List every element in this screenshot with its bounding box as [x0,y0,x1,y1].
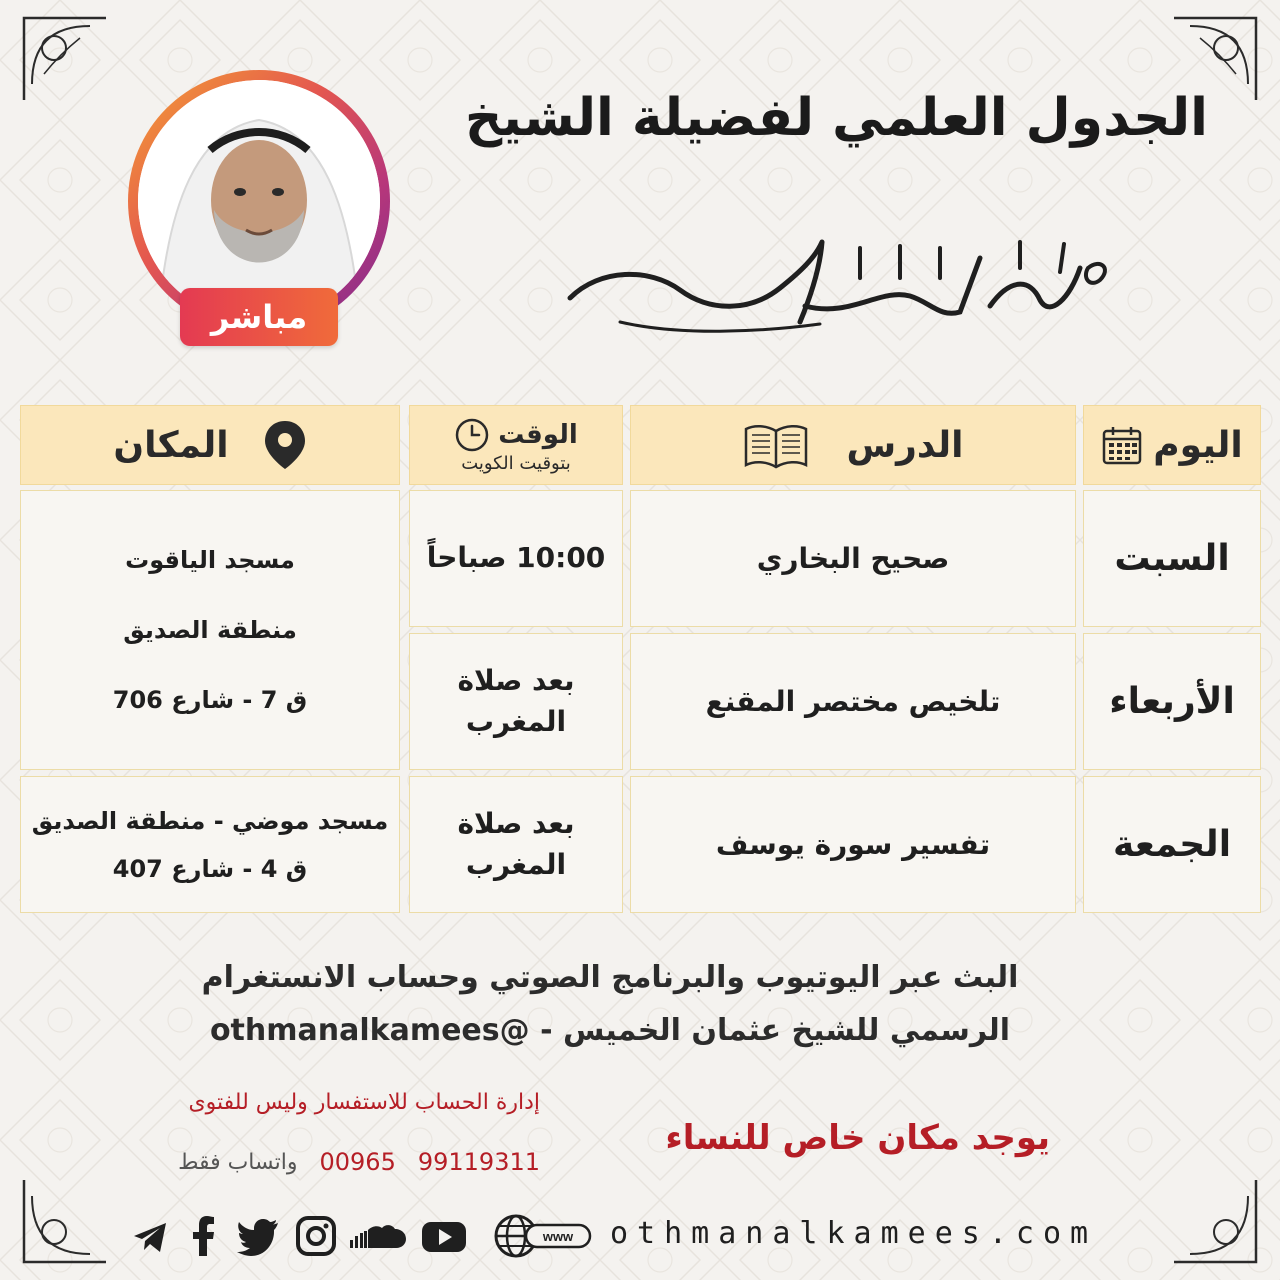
time-label-line1: بعد صلاة [457,663,575,697]
header-day [1083,405,1261,485]
place-cell-1 [20,490,400,770]
broadcast-note [200,952,1020,1057]
day-label: الأربعاء [1109,681,1235,722]
time-label: 10:00 صباحاً [426,541,606,575]
place-mosque: مسجد موضي - منطقة الصديق [31,806,389,835]
portrait-illustration [138,80,380,322]
row2-time [409,633,623,770]
phone-row [140,1145,540,1179]
row3-lesson [630,776,1076,913]
clock-icon [454,417,490,453]
place-mosque: مسجد الياقوت [125,546,295,574]
website-link[interactable]: othmanalkamees.com [610,1216,1098,1251]
management-note: إدارة الحساب للاستفسار وليس للفتوى [188,1090,540,1115]
globe-www-icon[interactable] [492,1212,596,1260]
phone-code[interactable]: 00965 [319,1148,396,1176]
lesson-label: تفسير سورة يوسف [715,828,991,861]
www-label: www [542,1229,574,1244]
open-book-icon [742,421,810,469]
whatsapp-label: واتساب فقط [178,1149,298,1175]
place-cell-2 [20,776,400,913]
place-area: منطقة الصديق [123,616,297,644]
calligraphy-signature [560,228,1120,338]
row2-day [1083,633,1261,770]
corner-ornament-bottom-left [20,1176,110,1266]
calendar-icon [1101,424,1143,466]
corner-ornament-top-left [20,14,110,104]
broadcast-line-1: البث عبر اليوتيوب والبرنامج الصوتي وحساب الانستغرام [201,960,1019,995]
women-note: يوجد مكان خاص للنساء [665,1118,1050,1158]
broadcast-line-2: الرسمي للشيخ عثمان الخميس - @othmanalkamees [209,1012,1011,1048]
time-label-line2: المغرب [465,704,567,738]
row1-day [1083,490,1261,627]
facebook-icon[interactable] [182,1214,226,1258]
header-time [409,405,623,485]
phone-number[interactable]: 99119311 [417,1148,540,1176]
page-title: الجدول العلمي لفضيلة الشيخ [464,88,1208,148]
header-lesson [630,405,1076,485]
row1-time [409,490,623,627]
time-label-line2: المغرب [465,847,567,881]
header-place [20,405,400,485]
header-day-label: اليوم [1153,424,1243,466]
header-place-label: المكان [113,424,229,466]
header-time-note: بتوقيت الكويت [461,452,571,474]
youtube-icon[interactable] [420,1214,468,1258]
place-address: ق 4 - شارع 407 [112,854,308,883]
lesson-label: صحيح البخاري [756,542,950,575]
time-label-line1: بعد صلاة [457,806,575,840]
row2-lesson [630,633,1076,770]
row3-day [1083,776,1261,913]
day-label: الجمعة [1112,824,1232,865]
instagram-icon[interactable] [294,1214,338,1258]
row3-time [409,776,623,913]
soundcloud-icon[interactable] [348,1214,408,1258]
telegram-icon[interactable] [128,1214,172,1258]
place-address: ق 7 - شارع 706 [112,686,308,714]
header-lesson-label: الدرس [846,424,964,466]
day-label: السبت [1114,538,1230,579]
header-time-label: الوقت [498,419,578,450]
row1-lesson [630,490,1076,627]
lesson-label: تلخيص مختصر المقنع [705,685,1001,718]
corner-ornament-bottom-right [1170,1176,1260,1266]
location-pin-icon [263,419,307,471]
live-badge: مباشر [180,288,338,346]
twitter-icon[interactable] [236,1214,280,1258]
